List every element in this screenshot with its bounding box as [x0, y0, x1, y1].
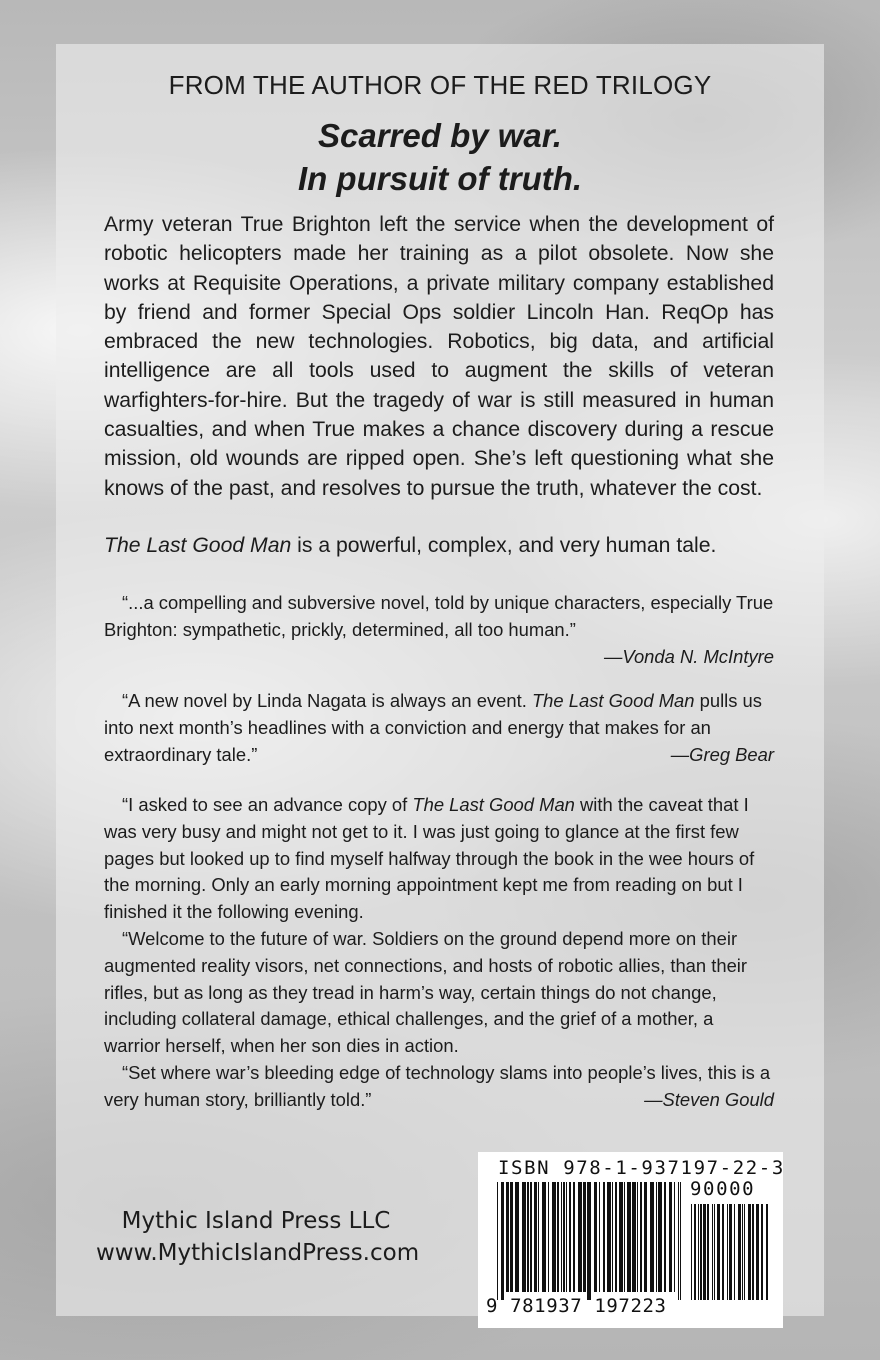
- barcode-addon-bar: [694, 1204, 696, 1300]
- barcode-bar: [530, 1182, 532, 1292]
- barcode-bar: [640, 1182, 642, 1292]
- quote-text-part: pulls us into next month’s headlines with a conviction and energy that makes for an extraordinary tale.”: [104, 690, 762, 765]
- quote-text-part: with the caveat that I was very busy and might not get to it. I was just going to glance at the first few pages but looked up to find myself halfway through the book in the wee hours of the morning. Only an early morning appointment kept me from reading on but I finished it the following evening.: [104, 794, 755, 923]
- quote-text-part: “I asked to see an advance copy of: [122, 794, 413, 815]
- tagline-line-1: Scarred by war.: [318, 117, 562, 154]
- quote-text: “...a compelling and subversive novel, told by unique characters, especially True Brighton: sympathetic, prickly, determined, all too human.”: [104, 592, 774, 640]
- barcode-bar: [658, 1182, 662, 1292]
- barcode-addon-bar: [756, 1204, 759, 1300]
- barcode-bar: [656, 1182, 657, 1292]
- barcode-bar: [501, 1182, 504, 1300]
- barcode-bar: [583, 1182, 586, 1292]
- book-title: The Last Good Man: [412, 794, 575, 815]
- barcode-addon-bar: [734, 1204, 735, 1300]
- barcode-bar: [627, 1182, 631, 1292]
- barcode-addon-bar: [717, 1204, 720, 1300]
- barcode-addon-bar: [761, 1204, 763, 1300]
- barcode-bar: [552, 1182, 556, 1292]
- barcode-bar: [607, 1182, 611, 1292]
- barcode-bar: [632, 1182, 636, 1292]
- quote-paragraph-3: [104, 1060, 774, 1114]
- barcode-bar: [563, 1182, 565, 1292]
- barcode-bar: [599, 1182, 600, 1292]
- quote-attribution: —Greg Bear: [670, 743, 774, 765]
- barcode-bar: [542, 1182, 546, 1292]
- barcode-bar: [569, 1182, 571, 1292]
- publisher-name: Mythic Island Press LLC: [121, 1208, 391, 1234]
- barcode-bar: [527, 1182, 529, 1292]
- barcode-bar: [680, 1182, 681, 1300]
- quote-text-part: “Set where war’s bleeding edge of technology slams into people’s lives, this is a very human story, brilliantly told.”: [104, 1061, 771, 1110]
- barcode-bar: [637, 1182, 638, 1292]
- quote-paragraph-2: “Welcome to the future of war. Soldiers on the ground depend more on their augmented reality visors, net connections, and hosts of robotic allies, than their rifles, but as long as they tread in harm’s way, certain things do not change, including collateral damage, ethical challenges, and the grief of a mother, a warrior herself, when her son dies in action.: [104, 927, 748, 1057]
- review-quote-gould: [104, 792, 774, 1114]
- barcode-bar: [497, 1182, 498, 1300]
- barcode-bar: [538, 1182, 539, 1292]
- summary-text: is a powerful, complex, and very human tale.: [291, 534, 717, 557]
- book-title: The Last Good Man: [104, 534, 292, 557]
- barcode-bar: [515, 1182, 519, 1292]
- barcode-addon-bar: [738, 1204, 741, 1300]
- barcode-addon-bar: [703, 1204, 706, 1300]
- barcode-addon-bar: [700, 1204, 702, 1300]
- barcode-bar: [561, 1182, 562, 1292]
- book-blurb: Army veteran True Brighton left the service when the development of robotic helicopters made her training as a pilot obsolete. Now she works at Requisite Operations, a private military company established by friend and former Special Ops soldier Lincoln Han. ReqOp has embraced the new technologies. Robotics, big data, and artificial intelligence are all tools used to augment the skills of veteran warfighters-for-hire. But the tragedy of war is still measured in human casualties, and when True makes a chance discovery during a rescue mission, old wounds are ripped open. She’s left questioning what she knows of the past, and resolves to pursue the truth, whatever the cost.: [104, 213, 774, 500]
- barcode-bar: [674, 1182, 675, 1292]
- barcode-bar: [510, 1182, 513, 1292]
- book-title: The Last Good Man: [531, 690, 695, 711]
- barcode-addon-bar: [722, 1204, 724, 1300]
- barcode-addon-bar: [752, 1204, 754, 1300]
- barcode-bar: [548, 1182, 549, 1292]
- barcode-addon-bar: [698, 1204, 699, 1300]
- barcode-bar: [624, 1182, 625, 1292]
- quote-attribution: —Vonda N. McIntyre: [603, 645, 774, 667]
- barcode-bar: [650, 1182, 654, 1292]
- barcode-bar: [566, 1182, 567, 1292]
- review-quote-bear: [104, 688, 774, 768]
- barcode-bar: [594, 1182, 597, 1292]
- price-code: 90000: [690, 1178, 756, 1200]
- barcode-bar: [644, 1182, 647, 1292]
- barcode-bar: [587, 1182, 591, 1300]
- quote-text-part: “A new novel by Linda Nagata is always an event.: [122, 690, 532, 711]
- summary-line: [104, 534, 784, 558]
- author-banner: FROM THE AUTHOR OF THE RED TRILOGY: [168, 70, 712, 100]
- barcode-bar: [664, 1182, 666, 1292]
- barcode-bar: [619, 1182, 623, 1292]
- barcode-addon-bar: [727, 1204, 728, 1300]
- quote-text: [104, 688, 774, 768]
- barcode-bar: [615, 1182, 617, 1292]
- isbn-label: ISBN 978-1-937197-22-3: [498, 1157, 785, 1179]
- barcode-bar: [534, 1182, 537, 1292]
- review-quote-mcintyre: [104, 590, 774, 670]
- barcode-addon-bar: [691, 1204, 692, 1300]
- barcode-addon-bar: [712, 1204, 713, 1300]
- barcode-addon-bar: [742, 1204, 743, 1300]
- publisher-block: [96, 1205, 420, 1269]
- quote-attribution: —Steven Gould: [644, 1088, 774, 1110]
- barcode-bar: [612, 1182, 613, 1292]
- barcode-addon-bar: [766, 1204, 768, 1300]
- barcode-bar: [506, 1182, 509, 1292]
- barcode-bar: [573, 1182, 575, 1292]
- barcode: [497, 1182, 772, 1300]
- barcode-bar: [557, 1182, 559, 1292]
- barcode-addon-bar: [748, 1204, 751, 1300]
- barcode-addon-bar: [729, 1204, 732, 1300]
- barcode-addon-bar: [707, 1204, 709, 1300]
- barcode-addon-bar: [744, 1204, 745, 1300]
- barcode-bar: [522, 1182, 526, 1292]
- barcode-bar: [603, 1182, 605, 1292]
- barcode-addon-bar: [714, 1204, 715, 1300]
- ean-number: 9 781937 197223: [486, 1295, 667, 1317]
- tagline-line-2: In pursuit of truth.: [297, 160, 583, 197]
- barcode-bar: [678, 1182, 679, 1300]
- quote-paragraph-1: [104, 792, 774, 926]
- publisher-url: www.MythicIslandPress.com: [96, 1240, 420, 1266]
- barcode-bar: [578, 1182, 582, 1292]
- barcode-bar: [669, 1182, 672, 1292]
